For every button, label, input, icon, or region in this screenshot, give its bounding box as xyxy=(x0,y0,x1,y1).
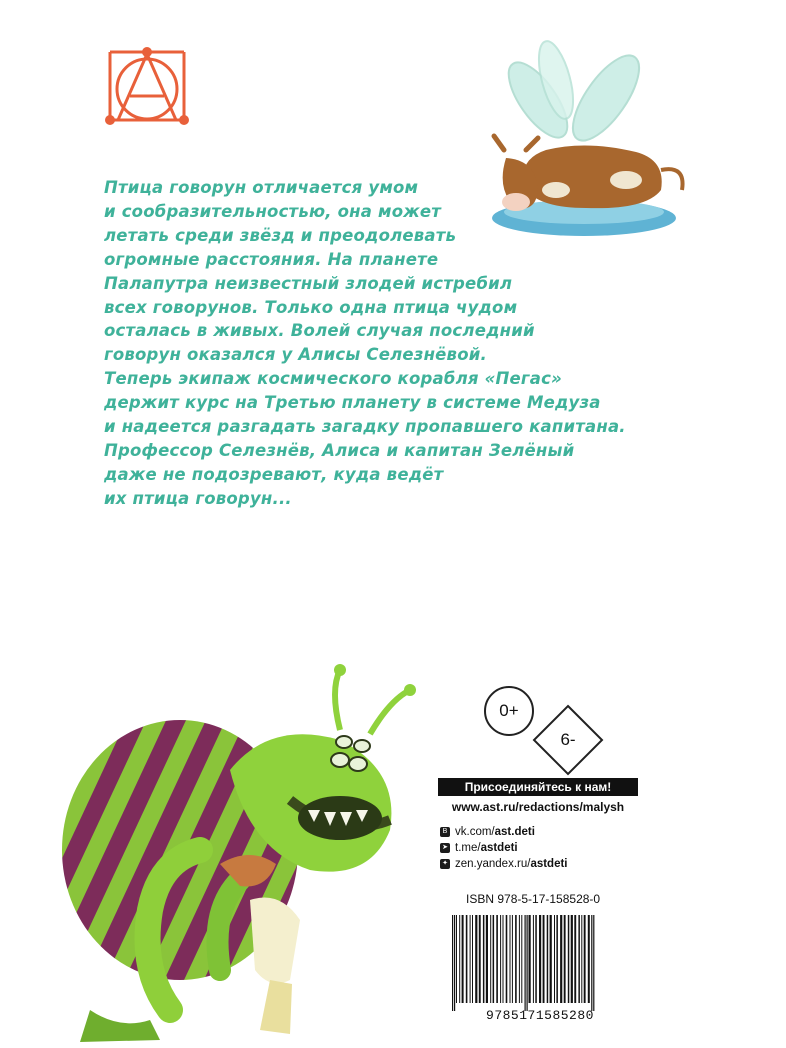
barcode-guard-bar xyxy=(452,915,453,1011)
barcode-bar xyxy=(550,915,552,1003)
annotation-line: говорун оказался у Алисы Селезнёвой. xyxy=(104,345,487,365)
annotation-line: огромные расстояния. На планете xyxy=(104,249,439,269)
barcode-guard-bar xyxy=(593,915,594,1011)
annotation-line: и надеется разгадать загадку пропавшего капитана. xyxy=(104,417,626,437)
barcode-bar xyxy=(496,915,498,1003)
barcode-bar xyxy=(571,915,573,1003)
barcode-bar xyxy=(470,915,471,1003)
barcode-bar xyxy=(588,915,590,1003)
annotation-line: Палапутра неизвестный злодей истребил xyxy=(104,273,513,293)
barcode-bar xyxy=(521,915,522,1003)
publisher-logo xyxy=(104,46,190,126)
zen-icon: ✦ xyxy=(440,859,450,869)
barcode-bar xyxy=(554,915,555,1003)
barcode-bar xyxy=(500,915,501,1003)
barcode-bar xyxy=(515,915,517,1003)
barcode-bar xyxy=(529,915,531,1003)
barcode-bar xyxy=(533,915,534,1003)
barcode-bar xyxy=(462,915,464,1003)
barcode-bar xyxy=(560,915,562,1003)
annotation-line: летать среди звёзд и преодолевать xyxy=(104,225,457,245)
vk-icon: В xyxy=(440,827,450,837)
social-prefix: vk.com/ xyxy=(455,826,495,838)
social-link-telegram[interactable] xyxy=(440,840,640,856)
book-annotation xyxy=(104,176,664,511)
barcode-bar xyxy=(459,915,460,1003)
barcode xyxy=(448,910,632,1020)
barcode-bar xyxy=(479,915,481,1003)
social-prefix: t.me/ xyxy=(455,842,481,854)
telegram-icon: ➤ xyxy=(440,843,450,853)
barcode-bar xyxy=(539,915,541,1003)
age-rating-circle: 0+ xyxy=(484,686,534,736)
age-rating-secondary: 6- xyxy=(560,730,576,749)
green-monster-illustration xyxy=(40,650,420,1048)
barcode-bar xyxy=(506,915,508,1003)
social-handle: astdeti xyxy=(530,858,568,870)
isbn-label: ISBN 978-5-17-158528-0 xyxy=(466,892,601,906)
annotation-line: даже не подозревают, куда ведёт xyxy=(104,464,444,484)
barcode-bar xyxy=(510,915,511,1003)
barcode-bar xyxy=(574,915,576,1003)
annotation-line: Теперь экипаж космического корабля «Пегас» xyxy=(104,369,562,389)
barcode-guard-bar xyxy=(454,915,455,1011)
annotation-line: держит курс на Третью планету в системе Медуза xyxy=(104,393,601,413)
barcode-bar xyxy=(456,915,457,1003)
barcode-bar xyxy=(483,915,485,1003)
barcode-bar xyxy=(493,915,495,1003)
barcode-bar xyxy=(490,915,491,1003)
barcode-bar xyxy=(535,915,537,1003)
barcode-bar xyxy=(475,915,477,1003)
social-handle: astdeti xyxy=(480,842,518,854)
social-handle: ast.deti xyxy=(494,826,535,838)
annotation-line: их птица говорун... xyxy=(104,488,292,508)
barcode-bar xyxy=(512,915,513,1003)
barcode-bar xyxy=(578,915,580,1003)
publisher-website-link[interactable]: www.ast.ru/redactions/malysh xyxy=(451,800,625,814)
barcode-guard-bar xyxy=(591,915,592,1011)
barcode-bar xyxy=(568,915,570,1003)
barcode-guard-bar xyxy=(527,915,528,1011)
barcode-bar xyxy=(486,915,488,1003)
social-link-zen[interactable] xyxy=(440,856,640,872)
social-prefix: zen.yandex.ru/ xyxy=(455,858,531,870)
join-heading: Присоединяйтесь к нам! xyxy=(438,778,638,796)
barcode-bar xyxy=(564,915,566,1003)
barcode-bar xyxy=(519,915,520,1003)
barcode-bar xyxy=(584,915,586,1003)
barcode-bar xyxy=(466,915,468,1003)
annotation-line: осталась в живых. Волей случая последний xyxy=(104,321,535,341)
annotation-line: всех говорунов. Только одна птица чудом xyxy=(104,297,518,317)
social-link-vk[interactable] xyxy=(440,824,640,840)
barcode-guard-bar xyxy=(525,915,526,1011)
barcode-bar xyxy=(547,915,549,1003)
annotation-line: Птица говорун отличается умом xyxy=(104,178,419,197)
annotation-line: и сообразительностью, она может xyxy=(104,201,442,221)
barcode-bar xyxy=(581,915,582,1003)
barcode-bar xyxy=(503,915,504,1003)
social-links xyxy=(440,824,640,872)
barcode-bar xyxy=(543,915,545,1003)
annotation-line: Профессор Селезнёв, Алиса и капитан Зелёный xyxy=(104,440,575,460)
barcode-digits: 9785171585280 xyxy=(486,1008,594,1023)
barcode-bar xyxy=(556,915,558,1003)
barcode-bar xyxy=(472,915,473,1003)
